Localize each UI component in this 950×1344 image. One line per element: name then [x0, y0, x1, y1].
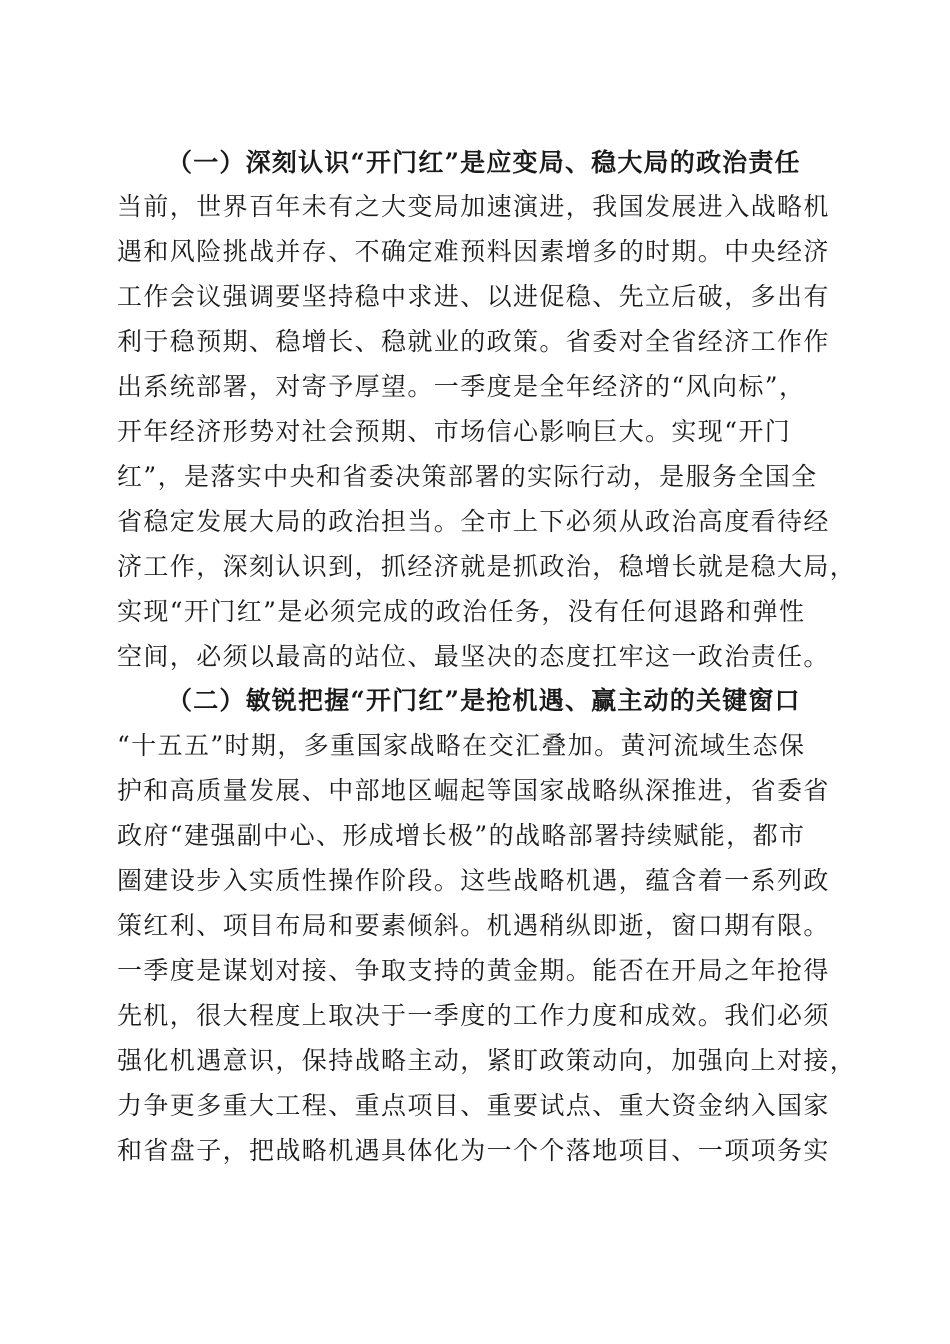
- section-1-line: 红”，是落实中央和省委决策部署的实际行动，是服务全国全: [117, 462, 818, 491]
- section-1-line: 工作会议强调要坚持稳中求进、以进促稳、先立后破，多出有: [117, 282, 830, 311]
- section-2-line: 策红利、项目布局和要素倾斜。机遇稍纵即逝，窗口期有限。: [117, 911, 830, 940]
- section-1-line: 济工作，深刻认识到，抓经济就是抓政治，稳增长就是稳大局，: [117, 552, 857, 581]
- section-2-line: 先机，很大程度上取决于一季度的工作力度和成效。我们必须: [117, 1001, 830, 1030]
- section-2-line: 护和高质量发展、中部地区崛起等国家战略纵深推进，省委省: [117, 776, 830, 805]
- section-2-line: “十五五”时期，多重国家战略在交汇叠加。黄河流域生态保: [117, 731, 806, 760]
- section-2-line: 力争更多重大工程、重点项目、重要试点、重大资金纳入国家: [117, 1091, 830, 1120]
- section-2-line: 政府“建强副中心、形成增长极”的战略部署持续赋能，都市: [117, 821, 806, 850]
- section-1-line: 遇和风险挑战并存、不确定难预料因素增多的时期。中央经济: [117, 237, 830, 266]
- section-2-line: 强化机遇意识，保持战略主动，紧盯政策动向，加强向上对接，: [117, 1046, 857, 1075]
- section-1-line: 当前，世界百年未有之大变局加速演进，我国发展进入战略机: [117, 192, 830, 221]
- section-1-line: 省稳定发展大局的政治担当。全市上下必须从政治高度看待经: [117, 507, 830, 536]
- section-1-line: 出系统部署，对寄予厚望。一季度是全年经济的“风向标”，: [117, 372, 806, 401]
- section-2-heading: （二）敏锐把握“开门红”是抢机遇、赢主动的关键窗口: [167, 686, 801, 715]
- section-1-line: 实现“开门红”是必须完成的政治任务，没有任何退路和弹性: [117, 597, 806, 626]
- section-2-line: 和省盘子，把战略机遇具体化为一个个落地项目、一项项务实: [117, 1136, 830, 1165]
- section-2-line: 一季度是谋划对接、争取支持的黄金期。能否在开局之年抢得: [117, 956, 830, 985]
- section-1-heading: （一）深刻认识“开门红”是应变局、稳大局的政治责任: [167, 148, 801, 177]
- section-1-line: 空间，必须以最高的站位、最坚决的态度扛牢这一政治责任。: [117, 642, 830, 671]
- section-1-line: 开年经济形势对社会预期、市场信心影响巨大。实现“开门: [117, 417, 792, 446]
- section-1-line: 利于稳预期、稳增长、稳就业的政策。省委对全省经济工作作: [117, 327, 830, 356]
- section-2-line: 圈建设步入实质性操作阶段。这些战略机遇，蕴含着一系列政: [117, 866, 830, 895]
